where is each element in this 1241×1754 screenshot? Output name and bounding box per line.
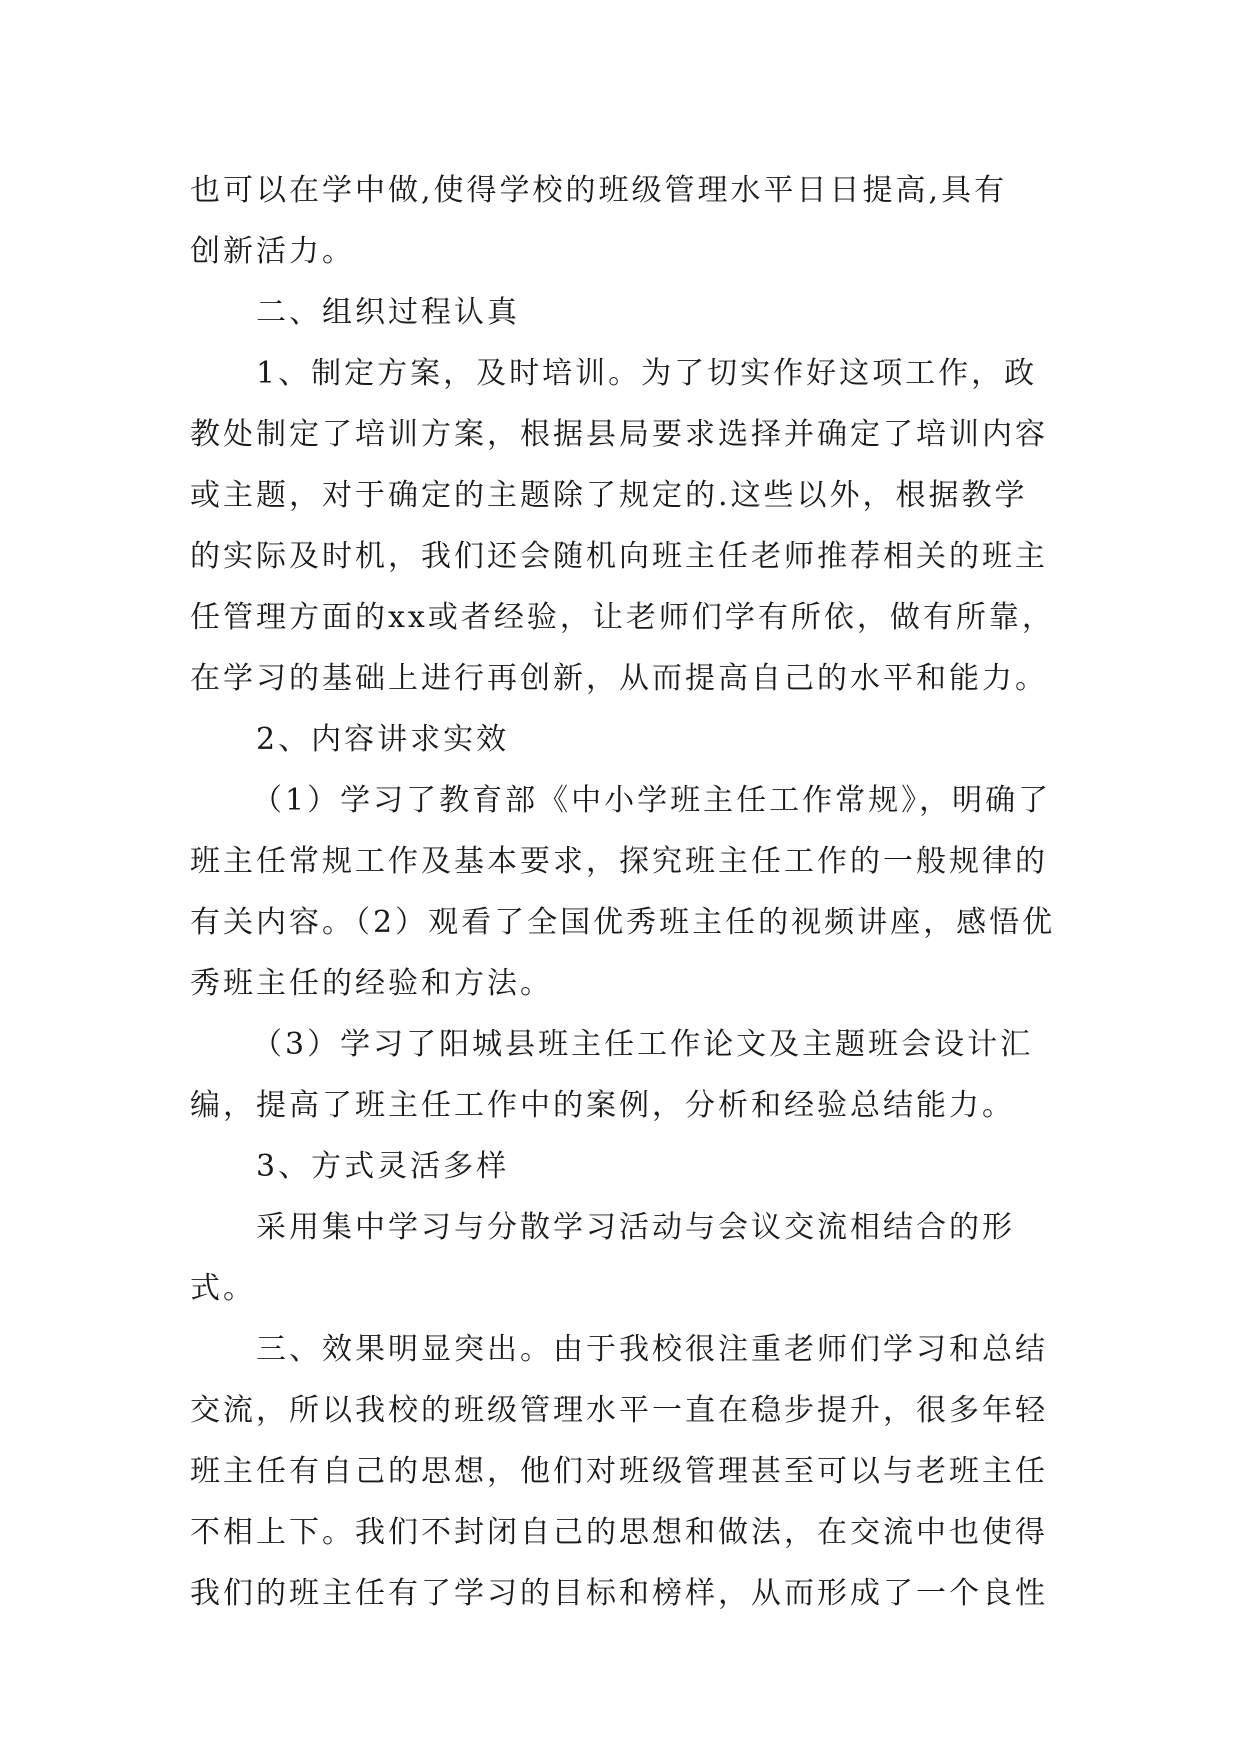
text-line: 班主任常规工作及基本要求，探究班主任工作的一般规律的: [190, 844, 1048, 879]
text-line: 在学习的基础上进行再创新，从而提高自己的水平和能力。: [190, 661, 1048, 696]
text-line: 不相上下。我们不封闭自己的思想和做法，在交流中也使得: [190, 1515, 1048, 1550]
section-heading: 3、方式灵活多样: [256, 1149, 510, 1184]
text-line: 或主题，对于确定的主题除了规定的.这些以外，根据教学: [190, 478, 1028, 513]
text-line: 的实际及时机，我们还会随机向班主任老师推荐相关的班主: [190, 539, 1048, 574]
text-line: 1、制定方案，及时培训。为了切实作好这项工作，政: [256, 356, 1038, 391]
text-line: 任管理方面的xx或者经验，让老师们学有所依，做有所靠，: [190, 600, 1055, 635]
text-line: 交流，所以我校的班级管理水平一直在稳步提升，很多年轻: [190, 1393, 1048, 1428]
text-line: 有关内容。（2）观看了全国优秀班主任的视频讲座，感悟优: [190, 905, 1056, 940]
section-heading: 二、组织过程认真: [256, 295, 520, 330]
section-heading: 三、效果明显突出。由于我校很注重老师们学习和总结: [256, 1332, 1048, 1367]
text-line: （1）学习了教育部《中小学班主任工作常规》，明确了: [252, 783, 1052, 818]
text-line: （3）学习了阳城县班主任工作论文及主题班会设计汇: [252, 1027, 1034, 1062]
text-line: 编，提高了班主任工作中的案例，分析和经验总结能力。: [190, 1088, 1015, 1123]
text-line: 我们的班主任有了学习的目标和榜样，从而形成了一个良性: [190, 1576, 1048, 1611]
text-line: 教处制定了培训方案，根据县局要求选择并确定了培训内容: [190, 417, 1048, 452]
text-line: 采用集中学习与分散学习活动与会议交流相结合的形: [256, 1210, 1015, 1245]
document-body: [190, 160, 1070, 1624]
text-line: 秀班主任的经验和方法。: [190, 966, 553, 1001]
section-heading: 2、内容讲求实效: [256, 722, 510, 757]
text-line: 也可以在学中做,使得学校的班级管理水平日日提高,具有: [190, 173, 1008, 208]
text-line: 班主任有自己的思想，他们对班级管理甚至可以与老班主任: [190, 1454, 1048, 1489]
text-line: 创新活力。: [190, 234, 355, 269]
text-line: 式。: [190, 1271, 256, 1306]
